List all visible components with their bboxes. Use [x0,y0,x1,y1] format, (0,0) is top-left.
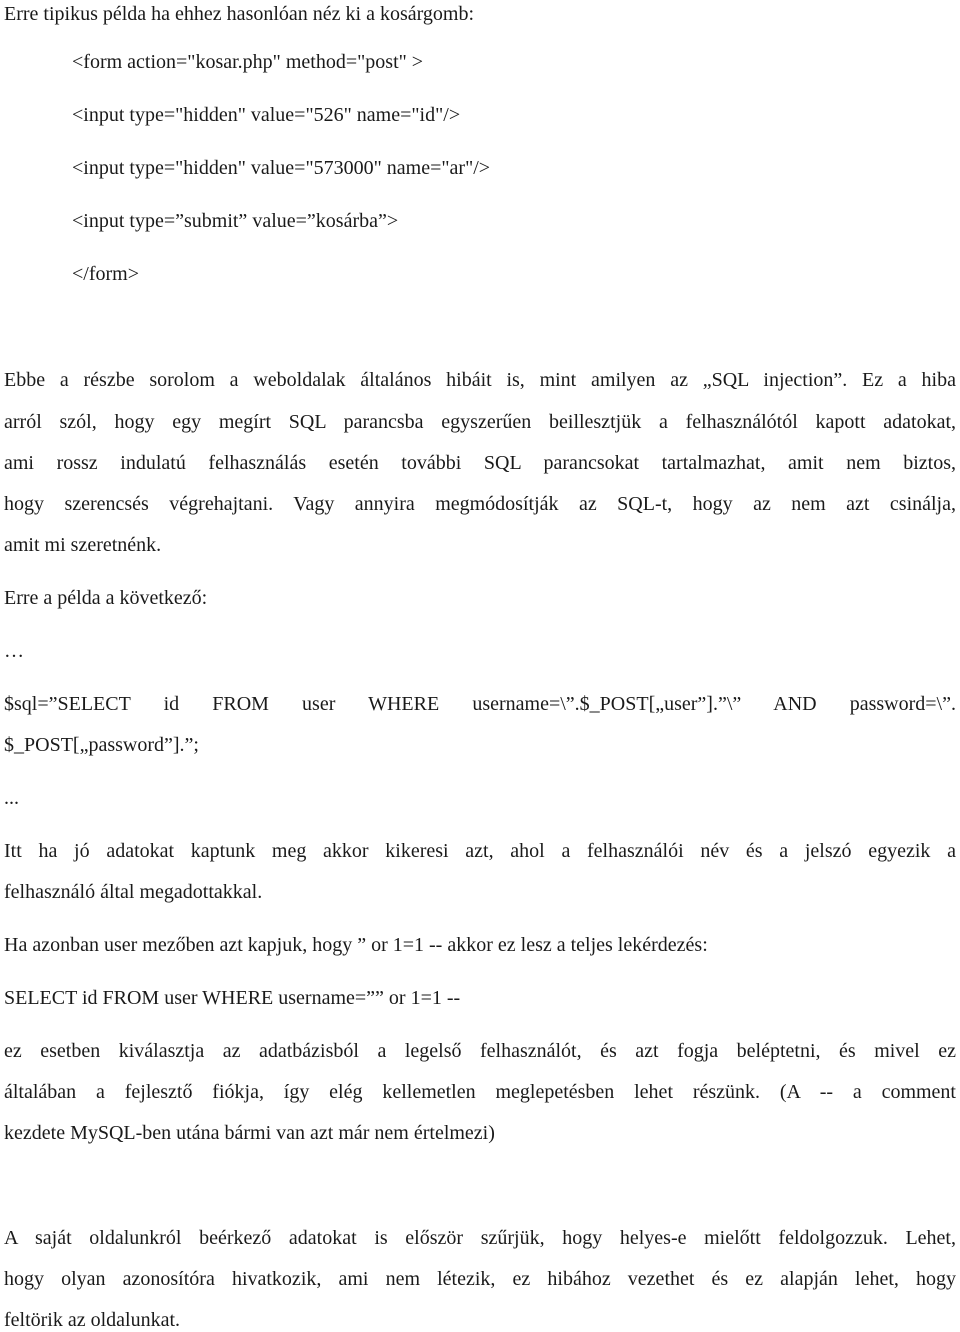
paragraph-attack-intro: Ha azonban user mezőben azt kapjuk, hogy ” or 1=1 -- akkor ez lesz a teljes lekérdezés: [4,934,708,956]
paragraph-filtering-line-2: hogy olyan azonosítóra hivatkozik, ami nem létezik, ez hibához vezethet és ez alapján lehet, hogy [4,1268,956,1290]
ellipsis-bottom: ... [4,787,19,809]
code-form-close: </form> [72,263,139,285]
code-sql-line-2: $_POST[„password”].”; [4,734,199,756]
example-heading: Erre a példa a következő: [4,587,208,609]
ellipsis-top: … [4,640,24,662]
paragraph-valid-data-line-1: Itt ha jó adatokat kaptunk meg akkor kikeresi azt, ahol a felhasználói név és a jelszó egyezik a [4,840,956,862]
code-input-submit: <input type=”submit” value=”kosárba”> [72,210,399,232]
code-input-id: <input type="hidden" value="526" name="id"/> [72,104,461,126]
paragraph-filtering-line-3: feltörik az oldalunkat. [4,1309,181,1331]
paragraph-filtering-line-1: A saját oldalunkról beérkező adatokat is először szűrjük, hogy helyes-e mielőtt feldolgozzuk. Lehet, [4,1227,956,1249]
paragraph-valid-data-line-2: felhasználó által megadottakkal. [4,881,263,903]
paragraph-consequence-line-2: általában a fejlesztő fiókja, így elég kellemetlen meglepetésben lehet részünk. (A -- a comment [4,1081,956,1103]
paragraph-sql-injection-line-3: ami rossz indulatú felhasználás esetén további SQL parancsokat tartalmazhat, amit nem biztos, [4,452,956,474]
paragraph-sql-injection-line-5: amit mi szeretnénk. [4,534,162,556]
intro-sentence: Erre tipikus példa ha ehhez hasonlóan néz ki a kosárgomb: [4,3,475,25]
code-input-ar: <input type="hidden" value="573000" name="ar"/> [72,157,491,179]
paragraph-consequence-line-1: ez esetben kiválasztja az adatbázisból a legelső felhasználót, és azt fogja beléptetni, és mivel ez [4,1040,956,1062]
paragraph-consequence-line-3: kezdete MySQL-ben utána bármi van azt már nem értelmezi) [4,1122,495,1144]
paragraph-sql-injection-line-4: hogy szerencsés végrehajtani. Vagy annyira megmódosítják az SQL-t, hogy az nem azt csinálja, [4,493,956,515]
paragraph-sql-injection-line-2: arról szól, hogy egy megírt SQL parancsba egyszerűen beillesztjük a felhasználótól kapott adatokat, [4,411,956,433]
paragraph-sql-injection-line-1: Ebbe a részbe sorolom a weboldalak általános hibáit is, mint amilyen az „SQL injection”. Ez a hiba [4,369,956,391]
code-form-open: <form action="kosar.php" method="post" > [72,51,424,73]
code-sql-line-1: $sql=”SELECT id FROM user WHERE username=\”.$_POST[„user”].”\” AND password=\”. [4,693,956,715]
code-injected-query: SELECT id FROM user WHERE username=”” or 1=1 -- [4,987,461,1009]
